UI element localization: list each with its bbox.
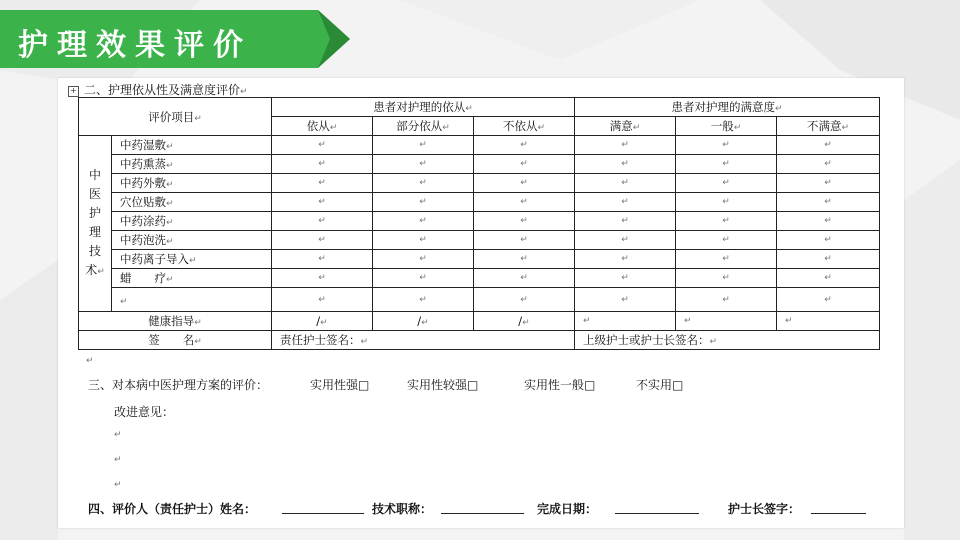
paragraph-mark: ↵ bbox=[120, 296, 128, 307]
satisfaction-header: 患者对护理的满意度 bbox=[671, 100, 775, 114]
empty-cell[interactable]: ↵ bbox=[575, 288, 676, 312]
paragraph-mark: ↵ bbox=[537, 123, 546, 133]
evaluator-name-line[interactable] bbox=[282, 513, 364, 514]
empty-cell[interactable]: ↵ bbox=[272, 193, 373, 212]
tech-row bbox=[79, 136, 880, 155]
col-header: 依从 bbox=[306, 119, 330, 133]
slash-cell bbox=[373, 312, 474, 331]
tech-row bbox=[79, 155, 880, 174]
empty-cell[interactable]: ↵ bbox=[474, 136, 575, 155]
empty-cell[interactable]: ↵ bbox=[575, 269, 676, 288]
empty-cell[interactable]: ↵ bbox=[575, 231, 676, 250]
tech-row bbox=[79, 212, 880, 231]
title-banner bbox=[0, 10, 350, 68]
tech-row bbox=[79, 250, 880, 269]
paragraph-mark: ↵ bbox=[166, 218, 174, 228]
health-guidance-cell bbox=[79, 312, 272, 331]
empty-cell[interactable]: ↵ bbox=[373, 174, 474, 193]
paragraph-mark: ↵ bbox=[166, 199, 174, 209]
tech-row bbox=[79, 193, 880, 212]
empty-cell[interactable]: ↵ bbox=[272, 269, 373, 288]
col-header: 不满意 bbox=[807, 119, 842, 133]
job-title-line[interactable] bbox=[441, 513, 524, 514]
option-practical-average[interactable]: 实用性一般□ bbox=[524, 378, 596, 392]
empty-cell[interactable]: ↵ bbox=[676, 136, 777, 155]
paragraph-mark: ↵ bbox=[194, 113, 202, 124]
empty-cell[interactable]: ↵ bbox=[272, 212, 373, 231]
nurse-sign-cell[interactable] bbox=[272, 331, 575, 350]
empty-cell[interactable]: ↵ bbox=[676, 155, 777, 174]
paragraph-mark: ↵ bbox=[166, 237, 174, 247]
side-label-char: 术 bbox=[85, 262, 98, 277]
signature-row bbox=[79, 331, 880, 350]
empty-cell[interactable]: ↵ bbox=[575, 312, 676, 331]
paragraph-mark: ↵ bbox=[166, 161, 174, 171]
empty-cell[interactable]: ↵ bbox=[474, 155, 575, 174]
evaluation-table bbox=[78, 97, 880, 350]
tech-name-cell[interactable] bbox=[112, 288, 272, 312]
col-header: 一般 bbox=[710, 119, 734, 133]
tech-row bbox=[79, 231, 880, 250]
head-nurse-sign-label: 护士长签字： bbox=[728, 502, 801, 516]
empty-cell[interactable]: ↵ bbox=[676, 174, 777, 193]
paragraph-mark: ↵ bbox=[709, 337, 718, 347]
paragraph-mark: ↵ bbox=[775, 104, 783, 114]
paragraph-mark: ↵ bbox=[166, 275, 174, 285]
empty-cell[interactable]: ↵ bbox=[575, 136, 676, 155]
tech-name: 中药涂药 bbox=[120, 214, 166, 228]
option-not-practical[interactable]: 不实用□ bbox=[636, 378, 684, 392]
tech-name: 中药泡洗 bbox=[120, 233, 166, 247]
completion-date-label: 完成日期： bbox=[537, 502, 598, 516]
tech-name-cell bbox=[112, 193, 272, 212]
tech-name-cell bbox=[112, 136, 272, 155]
empty-cell[interactable]: ↵ bbox=[777, 288, 880, 312]
table-header-row-1 bbox=[79, 98, 880, 117]
paragraph-mark: ↵ bbox=[166, 142, 174, 152]
tech-name-cell bbox=[112, 174, 272, 193]
sign-label: 签 名 bbox=[148, 333, 195, 347]
slash-cell bbox=[474, 312, 575, 331]
head-sign-label: 上级护士或护士长签名： bbox=[583, 333, 710, 347]
side-label-cell bbox=[79, 136, 112, 312]
tech-name-cell bbox=[112, 269, 272, 288]
section3-title: 三、对本病中医护理方案的评价： bbox=[88, 378, 269, 392]
empty-cell[interactable]: ↵ bbox=[373, 231, 474, 250]
empty-cell[interactable]: ↵ bbox=[373, 155, 474, 174]
empty-cell[interactable]: ↵ bbox=[575, 155, 676, 174]
col-header: 不依从 bbox=[502, 119, 538, 133]
empty-cell[interactable]: ↵ bbox=[676, 212, 777, 231]
tech-name: 中药湿敷 bbox=[120, 138, 166, 152]
tech-name: 中药离子导入 bbox=[120, 252, 189, 266]
empty-cell[interactable]: ↵ bbox=[575, 193, 676, 212]
job-title-label: 技术职称： bbox=[372, 502, 433, 516]
section2-title-text: 二、护理依从性及满意度评价 bbox=[84, 83, 241, 97]
paragraph-mark: ↵ bbox=[360, 337, 369, 347]
paragraph-mark: ↵ bbox=[733, 123, 742, 133]
empty-cell[interactable]: ↵ bbox=[575, 250, 676, 269]
paragraph-mark: ↵ bbox=[194, 337, 202, 347]
empty-cell[interactable]: ↵ bbox=[272, 288, 373, 312]
empty-cell[interactable]: ↵ bbox=[777, 231, 880, 250]
compliance-header-cell bbox=[272, 98, 575, 117]
compliance-header: 患者对护理的依从 bbox=[373, 100, 466, 114]
col-header-cell bbox=[474, 117, 575, 136]
empty-cell[interactable]: ↵ bbox=[676, 269, 777, 288]
empty-cell[interactable]: ↵ bbox=[575, 212, 676, 231]
paragraph-mark: ↵ bbox=[442, 123, 450, 133]
col-header-cell bbox=[676, 117, 777, 136]
evaluator-name-label: 四、评价人（责任护士）姓名： bbox=[88, 502, 257, 516]
paragraph-mark: ↵ bbox=[421, 318, 429, 328]
paragraph-mark: ↵ bbox=[329, 123, 338, 133]
empty-cell[interactable]: ↵ bbox=[272, 250, 373, 269]
empty-cell[interactable]: ↵ bbox=[373, 212, 474, 231]
empty-cell[interactable]: ↵ bbox=[777, 269, 880, 288]
col-header: 满意 bbox=[609, 119, 633, 133]
paragraph-mark: ↵ bbox=[114, 480, 122, 490]
nurse-sign-label: 责任护士签名： bbox=[280, 333, 361, 347]
col-header-cell bbox=[777, 117, 880, 136]
side-label-char: 医 bbox=[88, 186, 101, 201]
empty-cell[interactable]: ↵ bbox=[474, 250, 575, 269]
empty-cell[interactable]: ↵ bbox=[777, 250, 880, 269]
health-guidance-label: 健康指导 bbox=[148, 314, 195, 328]
option-practical-fairly-strong[interactable]: 实用性较强□ bbox=[407, 378, 479, 392]
empty-cell[interactable]: ↵ bbox=[474, 212, 575, 231]
empty-cell[interactable]: ↵ bbox=[474, 231, 575, 250]
paragraph-mark: ↵ bbox=[465, 104, 473, 114]
item-header: 评价项目 bbox=[148, 109, 195, 124]
page-title: 护理效果评价 bbox=[18, 28, 252, 63]
empty-cell[interactable]: ↵ bbox=[373, 193, 474, 212]
empty-cell[interactable]: ↵ bbox=[373, 250, 474, 269]
empty-cell[interactable]: ↵ bbox=[777, 174, 880, 193]
paragraph-mark: ↵ bbox=[97, 266, 105, 277]
paragraph-mark: ↵ bbox=[841, 123, 850, 133]
paragraph-mark: ↵ bbox=[522, 318, 530, 328]
col-header-cell bbox=[272, 117, 373, 136]
paragraph-mark: ↵ bbox=[632, 123, 641, 133]
health-guidance-row bbox=[79, 312, 880, 331]
empty-cell[interactable]: ↵ bbox=[474, 288, 575, 312]
side-label-char: 中 bbox=[88, 167, 101, 182]
sign-label-cell bbox=[79, 331, 272, 350]
paragraph-mark: ↵ bbox=[194, 318, 202, 328]
col-header-cell bbox=[575, 117, 676, 136]
paragraph-mark: ↵ bbox=[320, 318, 328, 328]
empty-cell[interactable]: ↵ bbox=[777, 312, 880, 331]
satisfaction-header-cell bbox=[575, 98, 880, 117]
paragraph-mark: ↵ bbox=[86, 356, 94, 366]
table-move-handle[interactable]: + bbox=[68, 86, 79, 97]
suggestion-label: 改进意见： bbox=[114, 405, 175, 419]
paragraph-mark: ↵ bbox=[240, 87, 248, 97]
option-practical-strong[interactable]: 实用性强□ bbox=[310, 378, 370, 392]
tech-name-cell bbox=[112, 231, 272, 250]
paragraph-mark: ↵ bbox=[166, 180, 174, 190]
tech-name-cell bbox=[112, 212, 272, 231]
side-label-char: 理 bbox=[88, 224, 101, 239]
empty-cell[interactable]: ↵ bbox=[474, 193, 575, 212]
empty-cell[interactable]: ↵ bbox=[272, 231, 373, 250]
side-label-char: 技 bbox=[88, 243, 101, 258]
completion-date-line[interactable] bbox=[615, 513, 699, 514]
empty-cell[interactable]: ↵ bbox=[676, 312, 777, 331]
tech-name: 中药外敷 bbox=[120, 176, 166, 190]
paragraph-mark: ↵ bbox=[114, 430, 122, 440]
paragraph-mark: ↵ bbox=[114, 455, 122, 465]
empty-cell[interactable]: ↵ bbox=[676, 231, 777, 250]
slash-mark: / bbox=[316, 314, 321, 328]
empty-cell[interactable]: ↵ bbox=[777, 212, 880, 231]
empty-cell[interactable]: ↵ bbox=[272, 136, 373, 155]
empty-cell[interactable]: ↵ bbox=[777, 193, 880, 212]
section2-title bbox=[84, 81, 248, 98]
slash-mark: / bbox=[518, 314, 523, 328]
empty-cell[interactable]: ↵ bbox=[272, 174, 373, 193]
head-sign-cell[interactable] bbox=[575, 331, 880, 350]
tech-name: 蜡 疗 bbox=[120, 271, 166, 285]
tech-row bbox=[79, 269, 880, 288]
tech-name-cell bbox=[112, 155, 272, 174]
empty-cell[interactable]: ↵ bbox=[373, 288, 474, 312]
col-header: 部分依从 bbox=[396, 119, 443, 133]
col-header-cell bbox=[373, 117, 474, 136]
empty-cell[interactable]: ↵ bbox=[474, 269, 575, 288]
empty-cell[interactable]: ↵ bbox=[676, 193, 777, 212]
head-nurse-sign-line[interactable] bbox=[811, 513, 866, 514]
empty-cell[interactable]: ↵ bbox=[373, 136, 474, 155]
empty-cell[interactable]: ↵ bbox=[575, 174, 676, 193]
tech-name-cell bbox=[112, 250, 272, 269]
side-label-char: 护 bbox=[88, 205, 101, 220]
empty-cell[interactable]: ↵ bbox=[474, 174, 575, 193]
tech-name: 穴位贴敷 bbox=[120, 195, 166, 209]
paragraph-mark: ↵ bbox=[189, 256, 197, 266]
item-header-cell bbox=[79, 98, 272, 136]
tech-row bbox=[79, 174, 880, 193]
empty-cell[interactable]: ↵ bbox=[676, 288, 777, 312]
empty-cell[interactable]: ↵ bbox=[777, 155, 880, 174]
slash-cell bbox=[272, 312, 373, 331]
slash-mark: / bbox=[417, 314, 422, 328]
empty-cell[interactable]: ↵ bbox=[777, 136, 880, 155]
tech-row-blank bbox=[79, 288, 880, 312]
tech-name: 中药熏蒸 bbox=[120, 157, 166, 171]
empty-cell[interactable]: ↵ bbox=[676, 250, 777, 269]
empty-cell[interactable]: ↵ bbox=[272, 155, 373, 174]
empty-cell[interactable]: ↵ bbox=[373, 269, 474, 288]
